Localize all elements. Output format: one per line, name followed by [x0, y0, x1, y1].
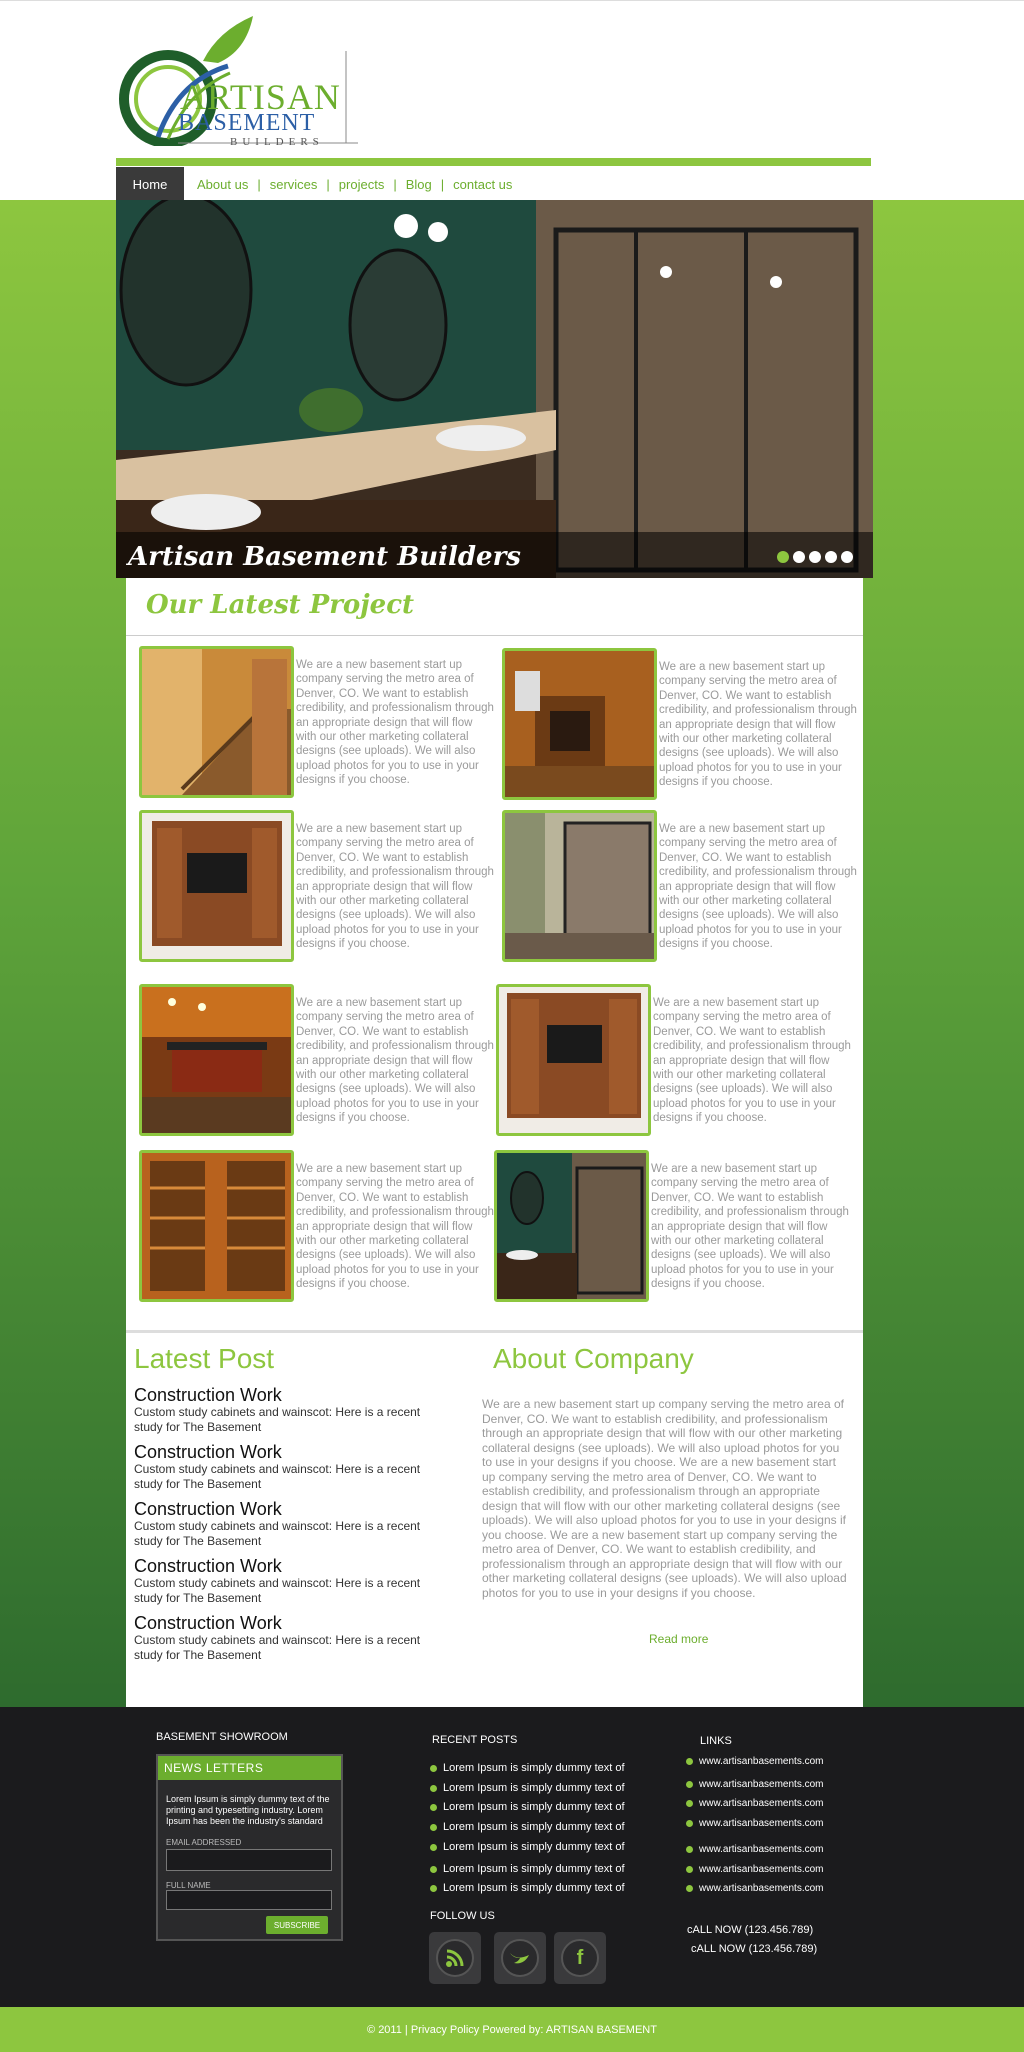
twitter-bird-icon: [501, 1939, 539, 1977]
nav-separator: |: [393, 176, 397, 192]
site-footer: [0, 1707, 1024, 2007]
project-image-bathroom[interactable]: [494, 1150, 649, 1302]
bullet-icon: [686, 1866, 693, 1873]
footer-link[interactable]: www.artisanbasements.com: [686, 1798, 824, 1809]
footer-link[interactable]: www.artisanbasements.com: [686, 1844, 824, 1855]
post-item[interactable]: [134, 1385, 434, 1434]
links-title: LINKS: [700, 1735, 732, 1747]
facebook-icon: f: [561, 1939, 599, 1977]
call-now-text: cALL NOW (123.456.789): [687, 1924, 814, 1936]
project-card: [139, 1150, 499, 1305]
post-excerpt: Custom study cabinets and wainscot: Here is a recent study for The Basement: [134, 1633, 421, 1662]
post-excerpt: Custom study cabinets and wainscot: Here is a recent study for The Basement: [134, 1462, 421, 1491]
section-title: Our Latest Project: [146, 590, 415, 620]
post-item[interactable]: [134, 1499, 434, 1548]
project-card: [139, 984, 499, 1139]
nav-separator: |: [326, 176, 330, 192]
project-description: We are a new basement start up company serving the metro area of Denver, CO. We want to establish credibility, and professionalism through an appropriate design that will flow with our other marketing collateral designs (see uploads). We will also upload photos for you to use in your designs if you choose.: [659, 823, 857, 951]
footer-link[interactable]: www.artisanbasements.com: [686, 1818, 824, 1829]
bullet-icon: [430, 1885, 437, 1892]
newsletter-heading: NEWS LETTERS: [158, 1756, 341, 1780]
logo-word-basement: BASEMENT: [178, 110, 316, 136]
nav-services[interactable]: services: [269, 176, 318, 192]
nav-separator: |: [440, 176, 445, 192]
follow-us-title: FOLLOW US: [430, 1910, 495, 1922]
project-card: [139, 646, 499, 801]
post-heading[interactable]: Construction Work: [134, 1613, 282, 1633]
post-excerpt: Custom study cabinets and wainscot: Here is a recent study for The Basement: [134, 1405, 421, 1434]
full-name-label: FULL NAME: [166, 1881, 211, 1890]
rss-icon: [436, 1939, 474, 1977]
about-company-title: About Company: [493, 1343, 694, 1374]
nav-projects[interactable]: projects: [338, 176, 385, 192]
recent-post-link[interactable]: Lorem Ipsum is simply dummy text of: [430, 1841, 625, 1853]
logo-word-builders: BUILDERS: [230, 136, 324, 148]
newsletter-box: [156, 1754, 343, 1941]
post-item[interactable]: [134, 1556, 434, 1605]
slider-dot-4[interactable]: [825, 551, 837, 563]
bullet-icon: [686, 1758, 693, 1765]
divider: [126, 635, 863, 636]
recent-post-link[interactable]: Lorem Ipsum is simply dummy text of: [430, 1782, 625, 1794]
project-description: We are a new basement start up company serving the metro area of Denver, CO. We want to establish credibility, and professionalism through an appropriate design that will flow with our other marketing collateral designs (see uploads). We will also upload photos for you to use in your designs if you choose.: [651, 1163, 849, 1291]
nav-home[interactable]: Home: [116, 167, 184, 201]
hero-bathroom-image: [116, 200, 873, 578]
recent-posts-title: RECENT POSTS: [432, 1734, 518, 1746]
recent-post-link[interactable]: Lorem Ipsum is simply dummy text of: [430, 1882, 625, 1894]
post-excerpt: Custom study cabinets and wainscot: Here is a recent study for The Basement: [134, 1519, 421, 1548]
slider-dot-5[interactable]: [841, 551, 853, 563]
project-image-cabinets[interactable]: [139, 810, 294, 962]
project-image-kitchen-bar[interactable]: [139, 984, 294, 1136]
header-accent-bar: [116, 158, 871, 166]
bullet-icon: [430, 1866, 437, 1873]
copyright-bar: [0, 2007, 1024, 2052]
footer-link[interactable]: www.artisanbasements.com: [686, 1756, 824, 1767]
hero-slider[interactable]: [116, 200, 873, 578]
hero-caption-text: Artisan Basement Builders: [128, 542, 521, 572]
project-image-shower[interactable]: [502, 810, 657, 962]
slider-dot-2[interactable]: [793, 551, 805, 563]
project-description: We are a new basement start up company serving the metro area of Denver, CO. We want to establish credibility, and professionalism through an appropriate design that will flow with our other marketing collateral designs (see uploads). We will also upload photos for you to use in your designs if you choose.: [296, 823, 494, 951]
bullet-icon: [430, 1785, 437, 1792]
bullet-icon: [686, 1820, 693, 1827]
slider-dot-1[interactable]: [777, 551, 789, 563]
bullet-icon: [686, 1800, 693, 1807]
logo-word-artisan: ARTISAN: [180, 77, 341, 117]
twitter-button[interactable]: [494, 1932, 546, 1984]
project-description: We are a new basement start up company serving the metro area of Denver, CO. We want to establish credibility, and professionalism through an appropriate design that will flow with our other marketing collateral designs (see uploads). We will also upload photos for you to use in your designs if you choose.: [296, 1163, 494, 1291]
nav-contact-us[interactable]: contact us: [453, 176, 513, 192]
subscribe-button[interactable]: SUBSCRIBE: [266, 1916, 328, 1934]
about-company-text: We are a new basement start up company serving the metro area of Denver, CO. We want to establish credibility, and professionalism through an appropriate design that will flow with our other marketing collateral designs (see uploads). We will also upload photos for you to use in your designs if you choose. We are a new basement start up company serving the metro area of Denver, CO. We want to establish credibility, and professionalism through an appropriate design that will flow with our other marketing collateral designs (see uploads). We will also upload photos for you to use in your designs if you choose. We are a new basement start up company serving the metro area of Denver, CO. We want to establish credibility, and professionalism through an appropriate design that will flow with our other marketing collateral designs (see uploads). We will also upload photos for you to use in your designs if you choose.: [482, 1397, 847, 1600]
nav-about-us[interactable]: About us: [197, 176, 249, 192]
facebook-button[interactable]: [554, 1932, 606, 1984]
project-description: We are a new basement start up company serving the metro area of Denver, CO. We want to establish credibility, and professionalism through an appropriate design that will flow with our other marketing collateral designs (see uploads). We will also upload photos for you to use in your designs if you choose.: [659, 661, 857, 789]
footer-link[interactable]: www.artisanbasements.com: [686, 1779, 824, 1790]
post-item[interactable]: [134, 1442, 434, 1491]
recent-post-link[interactable]: Lorem Ipsum is simply dummy text of: [430, 1801, 625, 1813]
bullet-icon: [686, 1885, 693, 1892]
call-now-text: cALL NOW (123.456.789): [691, 1943, 818, 1955]
post-heading[interactable]: Construction Work: [134, 1385, 282, 1405]
bullet-icon: [430, 1844, 437, 1851]
nav-separator: |: [257, 176, 261, 192]
site-header: [0, 0, 1024, 200]
read-more-link[interactable]: Read more: [649, 1632, 709, 1646]
newsletter-text: Lorem Ipsum is simply dummy text of the printing and typesetting industry. Lorem Ipsum has been the industry's standard: [166, 1794, 330, 1826]
showroom-title: BASEMENT SHOWROOM: [156, 1731, 288, 1743]
post-heading[interactable]: Construction Work: [134, 1499, 282, 1519]
nav-blog[interactable]: Blog: [405, 176, 432, 192]
project-card: [502, 810, 862, 965]
latest-projects-section: [126, 578, 863, 1330]
recent-post-link[interactable]: Lorem Ipsum is simply dummy text of: [430, 1863, 625, 1875]
project-image-bookshelves[interactable]: [139, 1150, 294, 1302]
post-item[interactable]: [134, 1613, 434, 1662]
project-description: We are a new basement start up company serving the metro area of Denver, CO. We want to establish credibility, and professionalism through an appropriate design that will flow with our other marketing collateral designs (see uploads). We will also upload photos for you to use in your designs if you choose.: [296, 997, 494, 1125]
copyright-text: © 2011 | Privacy Policy Powered by: ARTISAN BASEMENT: [367, 2023, 657, 2036]
project-card: [502, 648, 862, 803]
project-image-staircase[interactable]: [139, 646, 294, 798]
bullet-icon: [686, 1846, 693, 1853]
recent-post-link[interactable]: Lorem Ipsum is simply dummy text of: [430, 1762, 625, 1774]
project-card: [494, 1150, 854, 1305]
project-card: [496, 984, 856, 1139]
project-description: We are a new basement start up company serving the metro area of Denver, CO. We want to establish credibility, and professionalism through an appropriate design that will flow with our other marketing collateral designs (see uploads). We will also upload photos for you to use in your designs if you choose.: [653, 997, 851, 1125]
project-description: We are a new basement start up company serving the metro area of Denver, CO. We want to establish credibility, and professionalism through an appropriate design that will flow with our other marketing collateral designs (see uploads). We will also upload photos for you to use in your designs if you choose.: [296, 659, 494, 787]
project-image-fireplace[interactable]: [502, 648, 657, 800]
project-image-media-wall[interactable]: [496, 984, 651, 1136]
bullet-icon: [686, 1781, 693, 1788]
post-heading[interactable]: Construction Work: [134, 1442, 282, 1462]
post-heading[interactable]: Construction Work: [134, 1556, 282, 1576]
bullet-icon: [430, 1804, 437, 1811]
project-card: [139, 810, 499, 965]
posts-and-about-section: [126, 1330, 863, 1707]
rss-button[interactable]: [429, 1932, 481, 1984]
main-nav: [116, 167, 521, 201]
email-field[interactable]: [166, 1849, 332, 1871]
email-label: EMAIL ADDRESSED: [166, 1838, 242, 1847]
bullet-icon: [430, 1824, 437, 1831]
full-name-field[interactable]: [166, 1890, 332, 1910]
slider-dot-3[interactable]: [809, 551, 821, 563]
latest-post-title: Latest Post: [134, 1343, 275, 1374]
post-excerpt: Custom study cabinets and wainscot: Here is a recent study for The Basement: [134, 1576, 421, 1605]
slider-pagination: [777, 551, 853, 563]
bullet-icon: [430, 1765, 437, 1772]
artisan-basement-logo[interactable]: [118, 11, 363, 146]
recent-post-link[interactable]: Lorem Ipsum is simply dummy text of: [430, 1821, 625, 1833]
footer-link[interactable]: www.artisanbasements.com: [686, 1864, 824, 1875]
footer-link[interactable]: www.artisanbasements.com: [686, 1883, 824, 1894]
